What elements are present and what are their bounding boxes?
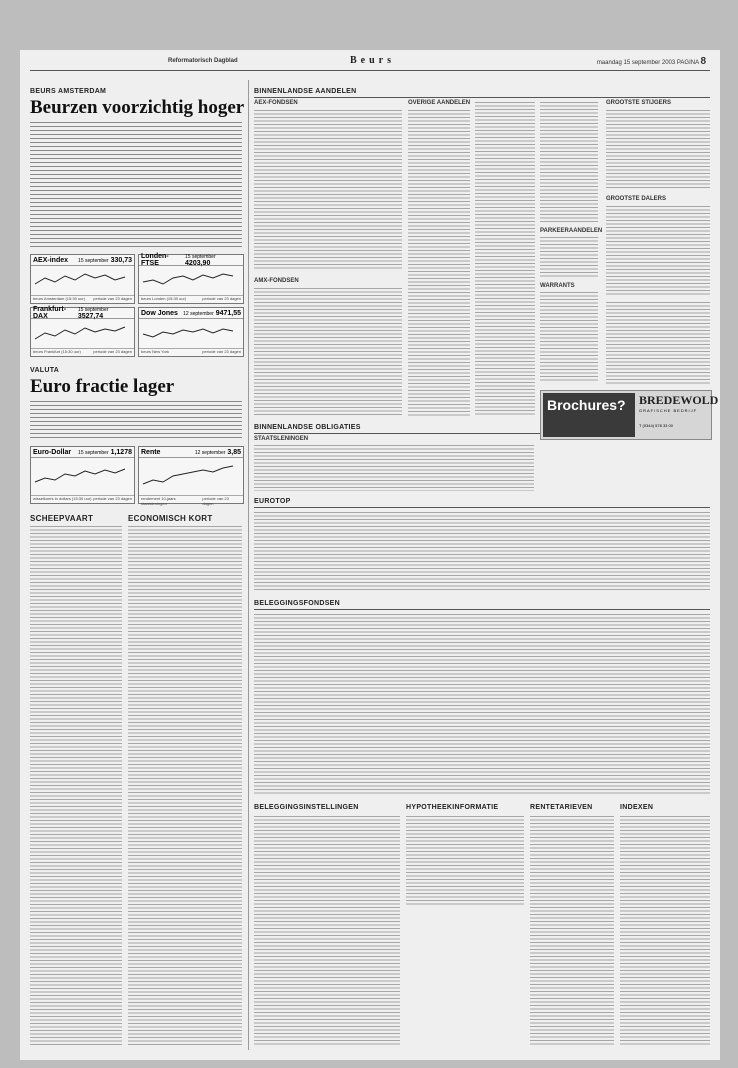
rentetarieven-title: RENTETARIEVEN (530, 804, 593, 811)
ad-brand-panel (639, 393, 719, 437)
eurotop-title: EUROTOP (254, 498, 291, 505)
valuta-article-body (30, 401, 242, 441)
page-number: 8 (700, 56, 706, 67)
chart-rente: Rente 12 september 3,85 rendement 10-jaars staatsleningen periode van 23 dagen (138, 446, 244, 504)
overige-label: OVERIGE AANDELEN (408, 100, 471, 106)
dow-line (139, 319, 243, 349)
section-rule (254, 609, 710, 610)
parkeer-label: PARKEERAANDELEN (540, 228, 603, 234)
euro-dollar-line (31, 458, 134, 496)
amx-fondsen-table (254, 288, 402, 416)
hypotheek-title: HYPOTHEEKINFORMATIE (406, 804, 499, 811)
warrants-label: WARRANTS (540, 283, 575, 289)
dax-line (31, 319, 134, 349)
chart-euro-dollar: Euro-Dollar 15 september 1,1278 wisselkoers in dollars (15:30 uur) periode van 23 dagen (30, 446, 135, 504)
obligaties-table (254, 445, 534, 491)
economisch-title: ECONOMISCH KORT (128, 514, 213, 523)
eurotop-table (254, 512, 710, 592)
warrants-table (540, 292, 598, 382)
rente-line (139, 458, 243, 496)
stijgers-label: GROOTSTE STIJGERS (606, 100, 672, 106)
ad-title: Brochures? (547, 397, 626, 413)
beurs-amsterdam-kicker: BEURS AMSTERDAM (30, 88, 107, 95)
dalers-table (606, 206, 710, 296)
masthead-date: maandag 15 september 2003 PAGINA 8 (596, 56, 706, 67)
indexen-table (620, 816, 710, 1046)
advertisement[interactable] (540, 390, 719, 440)
ad-brand: BREDEWOLD (639, 393, 719, 407)
dalers-label: GROOTSTE DALERS (606, 196, 667, 202)
masthead-publication: Reformatorisch Dagblad (168, 58, 238, 64)
binn-aandelen-title: BINNENLANDSE AANDELEN (254, 88, 357, 95)
beleggingsfondsen-table (254, 614, 710, 796)
section-rule (254, 433, 540, 434)
ad-phone: T (0344) 578 33 00 (639, 423, 673, 428)
overige-table-1 (408, 110, 470, 416)
economisch-body (128, 526, 242, 1046)
beleggingsinstellingen-title: BELEGGINGSINSTELLINGEN (254, 804, 359, 811)
indexen-title: INDEXEN (620, 804, 654, 811)
beurs-article-body (30, 122, 242, 248)
parkeer-table (540, 237, 598, 277)
stijgers-table (606, 110, 710, 188)
chart-dowjones: Dow Jones 12 september 9471,55 beurs New York periode van 23 dagen (138, 307, 244, 357)
optiebeurs-table (606, 302, 710, 386)
masthead-rule (30, 70, 710, 71)
section-rule (254, 507, 710, 508)
valuta-headline: Euro fractie lager (30, 376, 175, 397)
section-rule (254, 97, 710, 98)
overige-table-2 (475, 102, 535, 416)
beleggingsinstellingen-table (254, 816, 400, 1046)
rentetarieven-table (530, 816, 614, 1046)
aex-line (31, 266, 134, 296)
binn-obligaties-title: BINNENLANDSE OBLIGATIES (254, 424, 361, 431)
scheepvaart-body (30, 526, 122, 1046)
chart-dax: Frankfurt-DAX 15 september 3527,74 beurs Frankfurt (15:30 uur) periode van 23 dagen (30, 307, 135, 357)
hypotheek-table (406, 816, 524, 906)
overige-table-3 (540, 102, 598, 222)
newspaper-page (20, 50, 720, 1060)
ad-dark-panel (543, 393, 635, 437)
chart-aex: AEX-index 15 september 330,73 beurs Amsterdam (15:30 uur) periode van 23 dagen (30, 254, 135, 304)
scheepvaart-title: SCHEEPVAART (30, 514, 94, 523)
ad-tagline: GRAFISCHE BEDRIJF (639, 408, 698, 413)
amx-fondsen-label: AMX-FONDSEN (254, 278, 299, 284)
ftse-line (139, 266, 243, 296)
beurs-headline: Beurzen voorzichtig hoger (30, 97, 245, 118)
valuta-kicker: VALUTA (30, 367, 60, 374)
aex-fondsen-label: AEX-FONDSEN (254, 100, 298, 106)
beleggingsfondsen-title: BELEGGINGSFONDSEN (254, 600, 340, 607)
column-divider (248, 80, 249, 1050)
aex-fondsen-table (254, 110, 402, 270)
staatsleningen-label: STAATSLENINGEN (254, 436, 309, 442)
chart-ftse: Londen-FTSE 15 september 4203,90 beurs Londen (15:30 uur) periode van 23 dagen (138, 254, 244, 304)
masthead-section: Beurs (350, 55, 395, 66)
